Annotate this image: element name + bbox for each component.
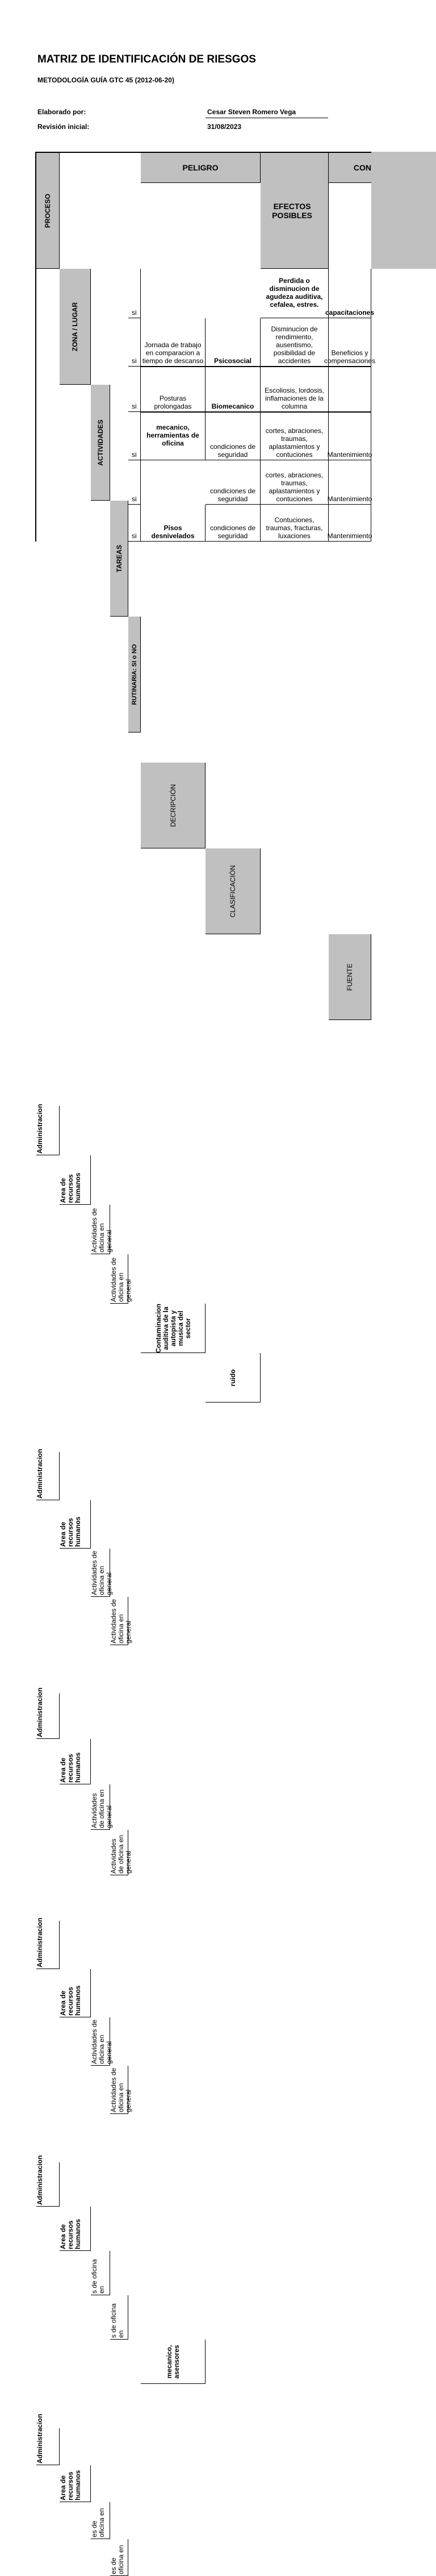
cell-zona <box>60 1500 91 1549</box>
cell-zona <box>60 1155 91 1205</box>
descripcion-text: Pisos desnivelados <box>151 524 195 540</box>
zona-text: Area de recursos humanos <box>59 1172 82 1203</box>
header-controles: CON <box>329 153 371 183</box>
header-efectos: EFECTOS POSIBLES <box>261 153 329 269</box>
cell-descripcion <box>141 367 206 412</box>
cell-clasificacion <box>206 318 261 367</box>
cell-zona <box>60 2207 91 2251</box>
cell-fuente <box>329 367 371 412</box>
cell-actividades <box>90 1784 113 1830</box>
cell-descripcion <box>141 2340 206 2384</box>
proceso-text: Administracion <box>36 1449 44 1499</box>
cell-zona <box>60 1739 91 1784</box>
cell-efectos <box>261 412 329 460</box>
cell-proceso <box>36 2155 60 2207</box>
cell-efectos <box>261 505 329 542</box>
actividades-text: Actividades de oficina en general <box>90 2019 113 2064</box>
proceso-text: Administracion <box>36 1917 44 1967</box>
cell-tareas <box>110 1254 132 1304</box>
rutinaria-value: si <box>132 495 137 503</box>
clasificacion-text: Psicosocial <box>213 357 252 365</box>
zona-text: Area de recursos humanos <box>59 1985 82 2016</box>
rutinaria-value: si <box>132 532 137 540</box>
fuente-text: Mantenimiento <box>327 495 372 503</box>
cell-efectos <box>261 367 329 412</box>
zona-text: Area de recursos humanos <box>59 2470 82 2500</box>
cell-rutinaria <box>128 367 141 412</box>
actividades-text: es de oficina en <box>90 2508 106 2537</box>
cell-actividades <box>90 1549 113 1597</box>
cell-clasificacion <box>206 505 261 542</box>
cell-clasificacion <box>206 1353 261 1403</box>
revision-value: 31/08/2023 <box>207 123 242 131</box>
cell-fuente <box>324 318 376 367</box>
cell-actividades <box>91 2502 110 2539</box>
elaborado-label: Elaborado por: <box>37 108 86 116</box>
header-rutinaria: RUTINARIA: SI o NO <box>128 617 141 733</box>
fuente-text: Mantenimiento <box>327 451 372 459</box>
cell-clasificacion <box>206 460 261 505</box>
rutinaria-value: si <box>132 451 137 459</box>
cell-proceso <box>36 1106 60 1155</box>
cell-tareas <box>110 1830 132 1875</box>
clasificacion-text: condiciones de seguridad <box>209 487 256 503</box>
rutinaria-value: si <box>132 402 137 410</box>
cell-rutinaria <box>128 460 141 505</box>
cell-descripcion <box>141 1304 206 1353</box>
cell-rutinaria <box>128 269 141 318</box>
cell-proceso <box>36 2413 60 2465</box>
cell-rutinaria <box>128 318 141 367</box>
cell-descripcion <box>141 412 206 460</box>
revision-label: Revisión inicial: <box>37 123 90 131</box>
fuente-text: capacitaciones <box>325 309 375 317</box>
rutinaria-value: si <box>132 357 137 365</box>
efectos-text: cortes, abraciones, traumas, aplastamientos y contuciones <box>265 427 324 459</box>
efectos-text: Escoliosis, lordosis, inflamaciones de la columna <box>265 386 324 410</box>
proceso-text: Administracion <box>36 1687 44 1737</box>
cell-rutinaria <box>128 412 141 460</box>
efectos-text: cortes, abraciones, traumas, aplastamientos y contuciones <box>265 471 324 503</box>
cell-clasificacion <box>206 412 261 460</box>
rutinaria-value: si <box>132 309 137 317</box>
cell-fuente <box>329 505 371 542</box>
zona-text: Area de recursos humanos <box>59 1752 82 1783</box>
cell-tareas <box>110 2295 128 2340</box>
header-peligro: PELIGRO <box>141 153 261 183</box>
fuente-text: Mantenimiento <box>327 532 372 540</box>
header-fuente: FUENTE <box>329 934 371 1020</box>
efectos-text: Perdida o disminucion de agudeza auditiva, cefalea, estres. <box>266 277 323 309</box>
header-descripcion: DECRIPCIÓN <box>141 763 206 848</box>
cell-fuente <box>329 412 371 460</box>
efectos-text: Disminucion de rendimiento, ausentismo, posibilidad de accidentes <box>271 325 318 365</box>
tareas-text: s de oficina en <box>110 2303 125 2338</box>
cell-proceso <box>36 1917 60 1969</box>
cell-efectos <box>261 318 329 367</box>
tareas-text: es de oficina en <box>110 2545 125 2574</box>
zona-text: Area de recursos humanos <box>59 2219 82 2249</box>
actividades-text: Actividades de oficina en general <box>90 1789 113 1828</box>
descripcion-text: mecanico, herramientas de oficina <box>146 423 199 447</box>
tareas-text: Actividades de oficina en general <box>110 1834 132 1874</box>
header-clasificacion: CLASIFICACIÓN <box>206 848 261 934</box>
tareas-text: Actividades de oficina en general <box>110 1599 132 1643</box>
page-subtitle: METODOLOGÍA GUÍA GTC 45 (2012-06-20) <box>37 76 174 84</box>
elaborado-value: Cesar Steven Romero Vega <box>207 108 296 116</box>
actividades-text: Actividades de oficina en general <box>90 1208 113 1252</box>
proceso-text: Administracion <box>36 2155 44 2205</box>
clasificacion-text: Biomecanico <box>211 402 254 410</box>
cell-descripcion <box>141 505 206 542</box>
cell-tareas <box>110 2539 128 2576</box>
cell-fuente <box>329 460 371 505</box>
cell-tareas <box>110 1597 132 1645</box>
proceso-text: Administracion <box>36 1104 44 1154</box>
proceso-text: Administracion <box>36 2413 44 2463</box>
cell-rutinaria <box>128 505 141 542</box>
clasificacion-text: condiciones de seguridad <box>209 524 256 540</box>
header-proceso: PROCESO <box>36 153 60 269</box>
header-actividades: ACTIVIDADES <box>91 385 110 501</box>
actividades-text: Actividades de oficina en general <box>90 1550 113 1595</box>
cell-proceso <box>36 1449 60 1500</box>
fuente-text: Beneficios y compensaciones <box>324 349 376 365</box>
cell-fuente <box>325 269 375 318</box>
cell-tareas <box>110 2066 132 2114</box>
cell-actividades <box>90 1205 113 1254</box>
cell-descripcion <box>141 318 206 367</box>
clasificacion-text: condiciones de seguridad <box>209 443 256 459</box>
cell-zona <box>60 1969 91 2017</box>
row-separator <box>141 366 371 367</box>
tareas-text: Actividades de oficina en general <box>110 2067 132 2112</box>
header-zona: ZONA / LUGAR <box>60 269 91 385</box>
header-tareas: TAREAS <box>110 501 128 617</box>
cell-efectos <box>261 460 329 505</box>
cell-actividades <box>90 2017 113 2066</box>
descripcion-text: Jornada de trabajo en comparacion a tiempo de descanso <box>142 341 204 365</box>
cell-zona <box>60 2465 91 2502</box>
cell-proceso <box>36 1687 60 1739</box>
cell-efectos <box>261 269 329 318</box>
descripcion-text: Posturas prolongadas <box>154 394 192 410</box>
descripcion-text: Contaminacion auditiva de la autopista y musica del sector <box>154 1304 192 1353</box>
cell-clasificacion <box>206 367 261 412</box>
efectos-text: Contuciones, traumas, fracturas, luxaciones <box>266 516 323 540</box>
tareas-text: Actividades de oficina en general <box>110 1257 132 1302</box>
clasificacion-text: ruido <box>229 1369 237 1387</box>
zona-text: Area de recursos humanos <box>59 1516 82 1547</box>
descripcion-text: mecanico, asensores <box>165 2345 181 2379</box>
actividades-text: s de oficina en <box>90 2259 106 2294</box>
page-title: MATRIZ DE IDENTIFICACIÓN DE RIESGOS <box>37 53 256 65</box>
row-separator <box>141 411 371 413</box>
cell-actividades <box>91 2251 110 2295</box>
